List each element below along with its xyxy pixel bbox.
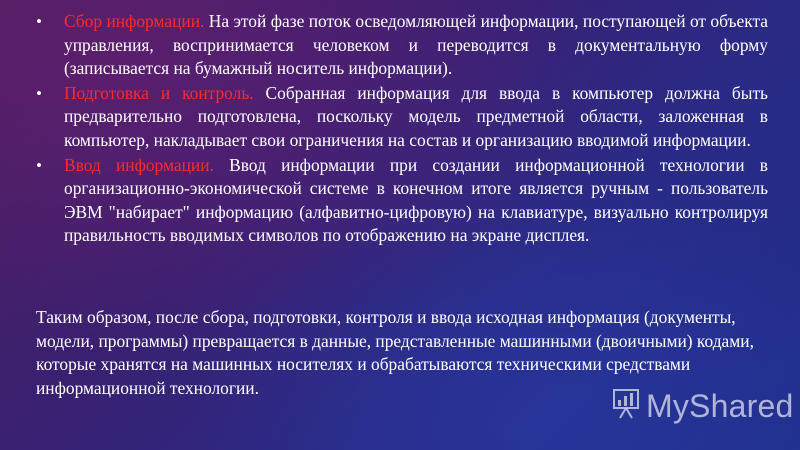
bullet-list bbox=[36, 10, 768, 249]
bullet-term: Ввод информации. bbox=[64, 154, 214, 175]
watermark-text: MyShared bbox=[646, 387, 794, 424]
bullet-item-input bbox=[36, 154, 768, 248]
bullet-item-collection bbox=[36, 10, 768, 81]
bullet-dot: • bbox=[36, 83, 42, 103]
bullet-text: На этой фазе поток осведомляющей информации, поступающей от объекта управления, воспринимается человеком и переводится в документальную форму (записывается на бумажный носитель информации). bbox=[64, 11, 769, 79]
summary-paragraph: Таким образом, после сбора, подготовки, контроля и ввода исходная информация (документы, модели, программы) превращается в данные, представленные машинными (двоичными) кодами, которые хранятся на машинных носителях и обрабатываются техническими средствами информационной технологии. bbox=[36, 307, 754, 398]
bullet-term: Сбор информации. bbox=[64, 11, 205, 31]
bullet-text: Ввод информации при создании информационной технологии в организационно-экономической системе в конечном итоге является ручным - пользователь ЭВМ "набирает" информацию (алфавитно-цифровую) на клавиатуре, визуально контролируя правильность вводимых символов по отображению на экране дисплея. bbox=[64, 154, 768, 246]
watermark bbox=[612, 386, 793, 426]
bullet-item-preparation bbox=[36, 82, 768, 153]
bullet-dot: • bbox=[36, 155, 42, 175]
bullet-dot: • bbox=[36, 12, 42, 31]
bullet-text: Собранная информация для ввода в компьютер должна быть предварительно подготовлена, поскольку модель предметной области, заложенная в компьютер, накладывает свои ограничения на состав и организацию вводимой информации. bbox=[64, 82, 768, 150]
bullet-term: Подготовка и контроль. bbox=[64, 82, 254, 103]
presentation-board-icon bbox=[612, 388, 640, 425]
